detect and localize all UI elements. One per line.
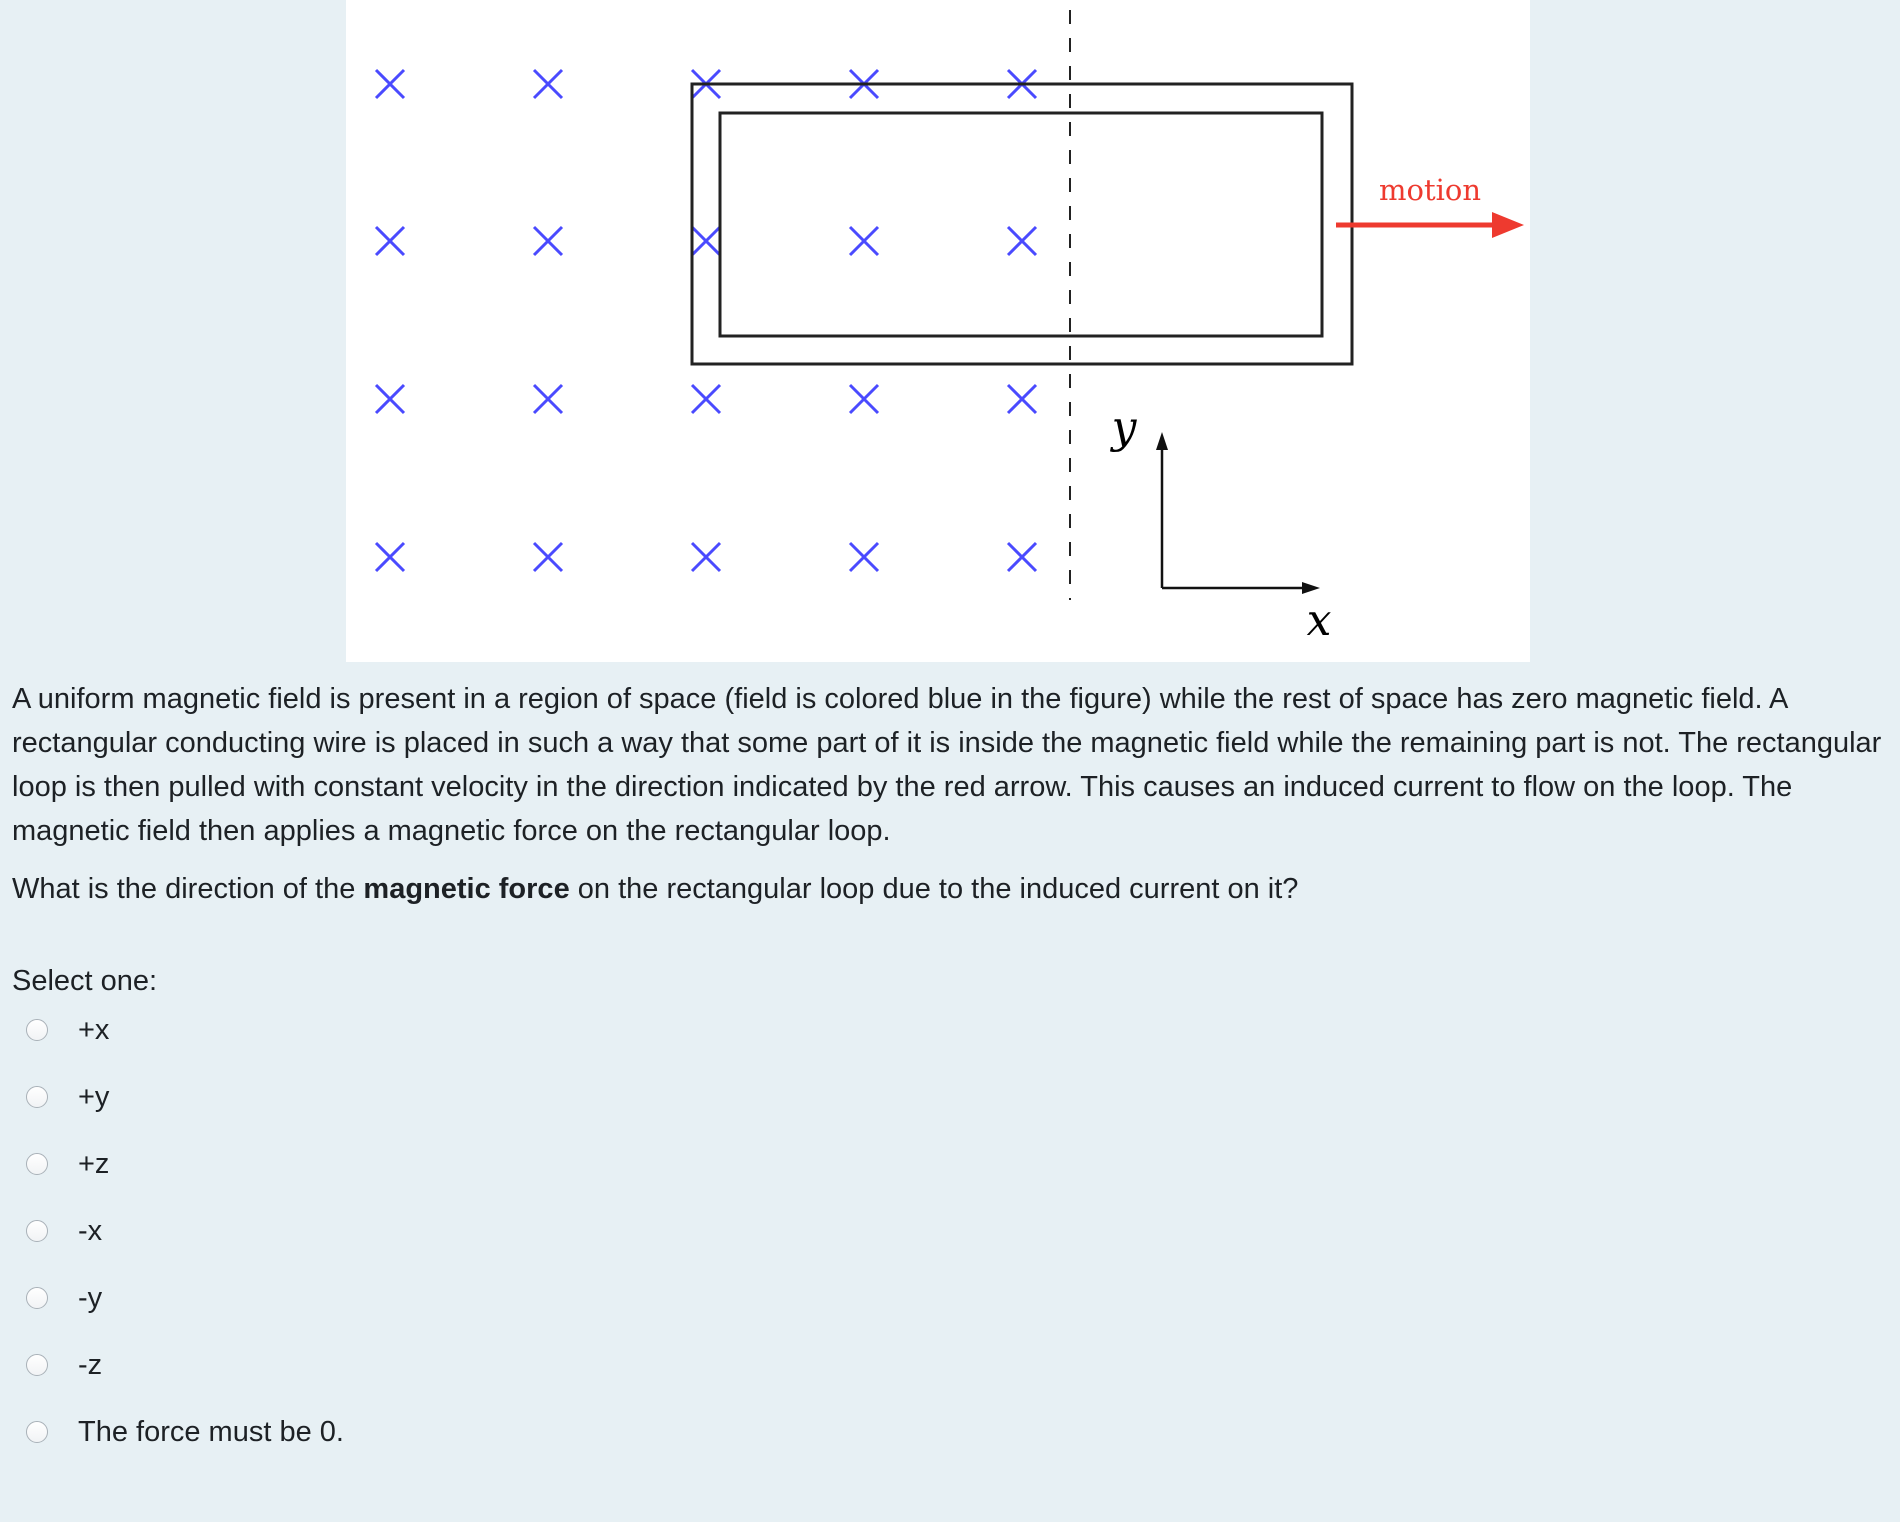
magnetic-field-region: [376, 70, 1036, 571]
field-cross-icon: [692, 543, 720, 571]
answer-label: -x: [78, 1215, 103, 1247]
physics-figure: [346, 0, 1530, 662]
radio-button[interactable]: [26, 1220, 48, 1242]
field-cross-icon: [1008, 385, 1036, 413]
answer-label: +x: [78, 1014, 110, 1046]
field-cross-icon: [376, 227, 404, 255]
question-prompt-emphasis: magnetic force: [363, 873, 570, 905]
motion-label: motion: [1378, 173, 1482, 207]
answer-option-minus-z[interactable]: [26, 1345, 102, 1385]
field-cross-icon: [376, 70, 404, 98]
question-text: [12, 677, 1882, 925]
answer-label: +z: [78, 1148, 110, 1180]
question-prompt: [12, 867, 1882, 911]
answer-label: -z: [78, 1349, 103, 1381]
coordinate-axes: [1110, 402, 1332, 646]
field-cross-icon: [692, 385, 720, 413]
answer-option-minus-y[interactable]: [26, 1278, 102, 1318]
answer-option-zero-force[interactable]: [26, 1412, 344, 1452]
radio-button[interactable]: [26, 1153, 48, 1175]
answer-label: -y: [78, 1282, 103, 1314]
field-cross-icon: [376, 385, 404, 413]
field-cross-icon: [850, 385, 878, 413]
field-cross-icon: [534, 385, 562, 413]
field-cross-icon: [850, 543, 878, 571]
field-cross-icon: [692, 227, 720, 255]
radio-button[interactable]: [26, 1019, 48, 1041]
field-cross-icon: [1008, 543, 1036, 571]
loop-inner-edge: [720, 113, 1322, 336]
radio-button[interactable]: [26, 1287, 48, 1309]
x-axis-arrowhead: [1302, 582, 1320, 594]
radio-button[interactable]: [26, 1086, 48, 1108]
y-axis-label: y: [1111, 402, 1137, 453]
magnetic-field-diagram: [346, 0, 1530, 662]
y-axis-arrowhead: [1156, 432, 1168, 450]
select-one-label: Select one:: [12, 965, 158, 997]
field-cross-icon: [1008, 227, 1036, 255]
field-cross-icon: [534, 543, 562, 571]
loop-outer-edge: [692, 84, 1352, 364]
field-cross-icon: [376, 543, 404, 571]
question-prompt-end: on the rectangular loop due to the induced current on it?: [569, 873, 1299, 905]
field-cross-icon: [850, 227, 878, 255]
question-description: A uniform magnetic field is present in a region of space (field is colored blue in the figure) while the rest of space has zero magnetic field. A rectangular conducting wire is placed in such a way that some part of it is inside the magnetic field while the remaining part is not. The rectangular loop is then pulled with constant velocity in the direction indicated by the red arrow. This causes an induced current to flow on the loop. The magnetic field then applies a magnetic force on the rectangular loop.: [12, 683, 1882, 847]
answer-option-plus-x[interactable]: [26, 1010, 109, 1050]
answer-option-plus-z[interactable]: [26, 1144, 109, 1184]
answer-option-minus-x[interactable]: [26, 1211, 102, 1251]
x-axis-label: x: [1306, 595, 1332, 646]
motion-arrow: [1336, 212, 1524, 238]
question-prompt-start: What is the direction of the: [12, 873, 364, 905]
motion-arrowhead: [1492, 212, 1524, 238]
radio-button[interactable]: [26, 1421, 48, 1443]
rectangular-loop: [692, 84, 1352, 364]
answer-label: +y: [78, 1081, 110, 1113]
answer-label: The force must be 0.: [78, 1416, 344, 1448]
field-cross-icon: [534, 227, 562, 255]
radio-button[interactable]: [26, 1354, 48, 1376]
answer-option-plus-y[interactable]: [26, 1077, 109, 1117]
field-cross-icon: [534, 70, 562, 98]
